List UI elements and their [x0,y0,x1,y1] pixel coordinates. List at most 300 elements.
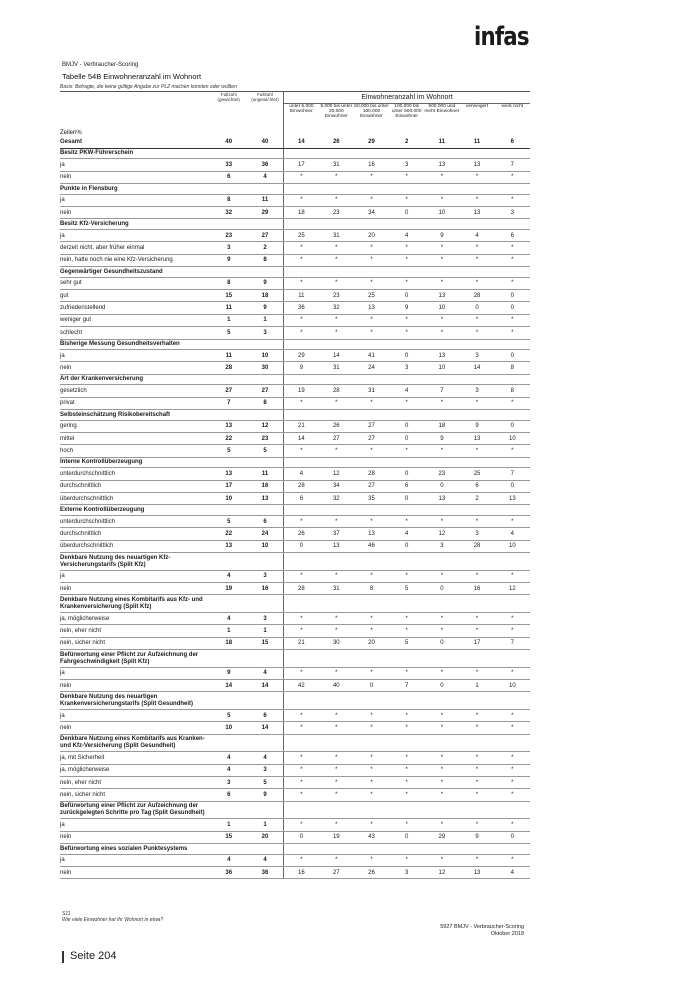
row-label: nein, sicher nicht [60,637,210,649]
value-cell: 13 [424,159,459,171]
value-cell: * [459,625,494,637]
empty-cell [247,505,284,516]
fallzahl-gewichtet: 17 [210,480,247,492]
value-cell: * [319,327,354,339]
value-cell: 0 [389,493,424,505]
fallzahl-gewichtet: 3 [210,242,247,254]
group-label: Externe Kontrollüberzeugung [60,505,210,516]
value-cell: 14 [284,433,319,445]
empty-cell [495,219,530,230]
col-fallzahl-ungewichtet: Fallzahl (ungewichtet) [251,92,279,102]
value-cell: * [459,242,494,254]
fallzahl-gewichtet: 5 [210,709,247,721]
empty-cell [389,457,424,468]
empty-cell [247,692,284,710]
empty-cell [210,734,247,752]
value-cell: 23 [424,468,459,480]
value-cell: * [424,314,459,326]
value-cell: * [424,254,459,266]
value-cell: 31 [319,229,354,241]
empty-cell [459,595,494,613]
value-cell: * [284,854,319,866]
value-cell: * [284,667,319,679]
value-cell: * [354,854,389,866]
empty-cell [389,734,424,752]
table-row [60,583,530,595]
value-cell: * [354,612,389,624]
group-row [60,148,530,159]
empty-cell [424,374,459,385]
empty-cell [210,553,247,571]
fallzahl-gewichtet: 15 [210,831,247,843]
empty-cell [354,410,389,421]
value-cell: * [495,722,530,734]
fallzahl-ungewichtet: 30 [247,362,284,374]
row-label: nein [60,362,210,374]
table-row [60,302,530,314]
empty-cell [495,734,530,752]
value-cell: 41 [354,350,389,362]
empty-cell [319,553,354,571]
empty-cell [459,692,494,710]
value-cell: 10 [424,302,459,314]
empty-cell [495,184,530,195]
row-label: unterdurchschnittlich [60,468,210,480]
value-cell: 7 [495,637,530,649]
value-cell: 5 [389,637,424,649]
fallzahl-gewichtet: 7 [210,397,247,409]
table-row [60,515,530,527]
group-row [60,457,530,468]
value-cell: * [319,570,354,582]
group-row [60,219,530,230]
value-cell: * [424,194,459,206]
empty-cell [319,219,354,230]
value-cell: * [354,254,389,266]
empty-cell [495,410,530,421]
table-title: Tabelle 54B Einwohneranzahl im Wohnort [62,72,202,81]
value-cell: 0 [495,420,530,432]
value-cell: * [424,752,459,764]
col-fallzahl-gewichtet: Fallzahl (gewichtet) [217,92,240,102]
zeilen-label: Zeilen% [60,129,82,136]
group-label: Befürwortung eines sozialen Punktesystems [60,844,210,855]
empty-cell [319,692,354,710]
value-cell: 28 [319,385,354,397]
value-cell: * [284,171,319,183]
value-cell: 17 [459,637,494,649]
fallzahl-ungewichtet: 9 [247,789,284,801]
row-label: weniger gut [60,314,210,326]
value-cell: 4 [389,229,424,241]
row-label: gut [60,290,210,302]
table-row [60,709,530,721]
value-cell: * [459,327,494,339]
fallzahl-ungewichtet: 4 [247,171,284,183]
row-label: mittel [60,433,210,445]
value-cell: * [354,515,389,527]
value-cell: 24 [354,362,389,374]
value-cell: * [354,789,389,801]
group-label: Denkbare Nutzung eines Kombitarifs aus Kfz- und Krankenversicherung (Split Kfz) [60,595,210,613]
value-cell: * [424,625,459,637]
table-row [60,385,530,397]
value-cell: * [354,764,389,776]
group-label: Denkbare Nutzung des neuartigen Krankenversicherungstarifs (Split Gesundheit) [60,692,210,710]
empty-cell [389,553,424,571]
empty-cell [319,844,354,855]
row-label: Gesamt [60,137,210,149]
value-cell: * [424,764,459,776]
empty-cell [424,410,459,421]
empty-cell [210,148,247,159]
row-label: derzeit nicht, aber früher einmal [60,242,210,254]
empty-cell [210,844,247,855]
value-cell: * [389,242,424,254]
value-cell: 3 [424,540,459,552]
value-cell: 32 [319,302,354,314]
group-row [60,267,530,278]
empty-cell [389,505,424,516]
value-cell: 8 [354,583,389,595]
value-cell: 14 [459,362,494,374]
row-label: durchschnittlich [60,528,210,540]
value-cell: 27 [319,433,354,445]
value-cell: 12 [424,866,459,878]
value-cell: * [424,612,459,624]
value-cell: * [319,515,354,527]
empty-cell [424,148,459,159]
value-cell: 11 [284,290,319,302]
value-cell: 5 [389,583,424,595]
row-label: nein [60,583,210,595]
value-cell: * [284,397,319,409]
fallzahl-ungewichtet: 3 [247,612,284,624]
value-cell: * [424,570,459,582]
value-cell: 46 [354,540,389,552]
fallzahl-gewichtet: 40 [210,137,247,149]
table-row [60,831,530,843]
row-label: ja [60,709,210,721]
fallzahl-gewichtet: 32 [210,207,247,219]
value-cell: 29 [424,831,459,843]
empty-cell [210,267,247,278]
row-label: überdurchschnittlich [60,493,210,505]
fallzahl-gewichtet: 6 [210,171,247,183]
value-cell: 27 [354,420,389,432]
empty-cell [459,505,494,516]
value-cell: 34 [354,207,389,219]
fallzahl-gewichtet: 8 [210,277,247,289]
table-row [60,327,530,339]
empty-cell [284,374,319,385]
empty-cell [354,692,389,710]
value-cell: 3 [389,866,424,878]
fallzahl-gewichtet: 4 [210,570,247,582]
page-number: Seite 204 [70,950,117,962]
value-cell: 13 [354,528,389,540]
group-row [60,339,530,350]
empty-cell [459,184,494,195]
fallzahl-ungewichtet: 6 [247,709,284,721]
fallzahl-gewichtet: 19 [210,583,247,595]
value-cell: * [389,314,424,326]
empty-cell [495,801,530,819]
row-label: gering [60,420,210,432]
group-row [60,553,530,571]
empty-cell [247,148,284,159]
table-row [60,194,530,206]
value-cell: * [459,776,494,788]
value-cell: 26 [319,420,354,432]
empty-cell [284,692,319,710]
table-row [60,445,530,457]
value-cell: * [354,709,389,721]
col-header: 5.000 bis unter 20.000 Einwohner [320,104,353,119]
footnote-text: Wie viele Einwohner hat Ihr Wohnort in etwa? [62,917,164,923]
empty-cell [495,595,530,613]
col-header: 50.000 bis unter 100.000 Einwohner [354,104,389,119]
value-cell: * [284,194,319,206]
value-cell: * [389,722,424,734]
value-cell: * [389,764,424,776]
empty-cell [247,801,284,819]
value-cell: * [459,752,494,764]
fallzahl-ungewichtet: 1 [247,625,284,637]
fallzahl-ungewichtet: 29 [247,207,284,219]
group-row [60,595,530,613]
value-cell: * [495,612,530,624]
value-cell: * [319,171,354,183]
value-cell: * [459,570,494,582]
empty-cell [319,801,354,819]
value-cell: 2 [459,493,494,505]
empty-cell [424,801,459,819]
empty-cell [389,219,424,230]
group-label: Befürwortung einer Pflicht zur Aufzeichnung der Fahrgeschwindigkeit (Split Kfz) [60,650,210,668]
value-cell: 14 [284,137,319,149]
table-row [60,171,530,183]
empty-cell [495,650,530,668]
value-cell: * [424,397,459,409]
empty-cell [354,801,389,819]
fallzahl-ungewichtet: 16 [247,480,284,492]
value-cell: * [389,612,424,624]
value-cell: 0 [389,831,424,843]
value-cell: 7 [424,385,459,397]
value-cell: 3 [389,159,424,171]
value-cell: 34 [319,480,354,492]
col-header: verweigert [465,104,489,109]
value-cell: 28 [459,290,494,302]
group-row [60,801,530,819]
group-label: Besitz PKW-Führerschein [60,148,210,159]
value-cell: * [495,445,530,457]
empty-cell [247,457,284,468]
value-cell: * [459,612,494,624]
empty-cell [247,595,284,613]
footer-study: 5927 BMJV - Verbraucher-Scoring [440,924,524,930]
empty-cell [319,457,354,468]
infas-logo: infas [474,22,529,52]
value-cell: * [459,515,494,527]
row-label: durchschnittlich [60,480,210,492]
value-cell: * [459,277,494,289]
group-header: Einwohneranzahl im Wohnort [284,92,530,104]
value-cell: * [495,752,530,764]
value-cell: 0 [495,831,530,843]
value-cell: 31 [354,385,389,397]
value-cell: * [284,314,319,326]
footer-info [420,924,524,937]
value-cell: * [354,242,389,254]
value-cell: 0 [459,302,494,314]
empty-cell [459,219,494,230]
fallzahl-ungewichtet: 24 [247,528,284,540]
value-cell: 12 [319,468,354,480]
empty-cell [284,148,319,159]
value-cell: * [459,194,494,206]
row-label: nein, hatte noch nie eine Kfz-Versicherung [60,254,210,266]
value-cell: * [354,194,389,206]
row-label: ja, möglicherweise [60,764,210,776]
value-cell: * [354,570,389,582]
fallzahl-ungewichtet: 3 [247,327,284,339]
table-row [60,540,530,552]
empty-cell [247,184,284,195]
fallzahl-ungewichtet: 8 [247,397,284,409]
value-cell: * [495,194,530,206]
empty-cell [247,374,284,385]
value-cell: * [389,194,424,206]
footnote [62,911,163,923]
row-label: nein [60,722,210,734]
footnote-code: S11 [62,911,71,917]
value-cell: 0 [389,350,424,362]
empty-cell [284,267,319,278]
empty-cell [210,219,247,230]
value-cell: 9 [284,362,319,374]
value-cell: * [495,277,530,289]
value-cell: * [459,667,494,679]
row-label: ja [60,819,210,831]
fallzahl-ungewichtet: 36 [247,866,284,878]
empty-cell [210,692,247,710]
fallzahl-ungewichtet: 5 [247,776,284,788]
empty-cell [424,339,459,350]
row-label: ja [60,854,210,866]
empty-cell [284,595,319,613]
row-label: ja [60,229,210,241]
empty-cell [319,505,354,516]
empty-cell [247,219,284,230]
value-cell: * [319,722,354,734]
fallzahl-ungewichtet: 1 [247,819,284,831]
value-cell: * [284,776,319,788]
value-cell: 26 [284,528,319,540]
empty-cell [284,410,319,421]
empty-cell [424,844,459,855]
value-cell: 12 [495,583,530,595]
value-cell: * [495,327,530,339]
fallzahl-gewichtet: 22 [210,528,247,540]
value-cell: 7 [389,680,424,692]
empty-cell [247,650,284,668]
footer-date: Oktober 2018 [490,930,524,937]
row-label: ja [60,350,210,362]
value-cell: * [389,445,424,457]
value-cell: 13 [459,866,494,878]
value-cell: * [284,327,319,339]
empty-cell [495,339,530,350]
empty-cell [319,267,354,278]
fallzahl-gewichtet: 11 [210,350,247,362]
value-cell: 6 [284,493,319,505]
value-cell: 26 [354,866,389,878]
value-cell: 8 [495,385,530,397]
table-row [60,433,530,445]
value-cell: 31 [319,159,354,171]
empty-cell [495,505,530,516]
value-cell: 1 [459,680,494,692]
value-cell: * [389,709,424,721]
value-cell: * [319,776,354,788]
table-row [60,722,530,734]
value-cell: 0 [495,480,530,492]
value-cell: 0 [424,480,459,492]
value-cell: * [459,254,494,266]
row-label: nein, sicher nicht [60,789,210,801]
value-cell: * [424,819,459,831]
value-cell: 4 [389,385,424,397]
empty-cell [424,219,459,230]
value-cell: 13 [354,302,389,314]
value-cell: * [354,776,389,788]
group-row [60,692,530,710]
value-cell: * [389,570,424,582]
row-label: überdurchschnittlich [60,540,210,552]
value-cell: * [389,776,424,788]
value-cell: * [495,397,530,409]
table-row [60,612,530,624]
fallzahl-ungewichtet: 11 [247,194,284,206]
value-cell: * [354,397,389,409]
empty-cell [495,374,530,385]
fallzahl-gewichtet: 6 [210,789,247,801]
value-cell: 31 [319,362,354,374]
empty-cell [389,339,424,350]
value-cell: * [424,667,459,679]
group-row [60,505,530,516]
col-header: unter 5.000 Einwohner [284,104,319,137]
empty-cell [284,801,319,819]
value-cell: * [284,445,319,457]
value-cell: 42 [284,680,319,692]
value-cell: 0 [424,680,459,692]
col-header: 100.000 bis unter 500.000 Einwohner [391,104,422,119]
empty-cell [354,374,389,385]
value-cell: 13 [319,540,354,552]
value-cell: * [319,277,354,289]
value-cell: 21 [284,637,319,649]
empty-cell [389,148,424,159]
value-cell: 28 [284,480,319,492]
value-cell: 0 [284,540,319,552]
value-cell: * [459,764,494,776]
value-cell: 12 [424,528,459,540]
value-cell: 28 [354,468,389,480]
empty-cell [354,595,389,613]
